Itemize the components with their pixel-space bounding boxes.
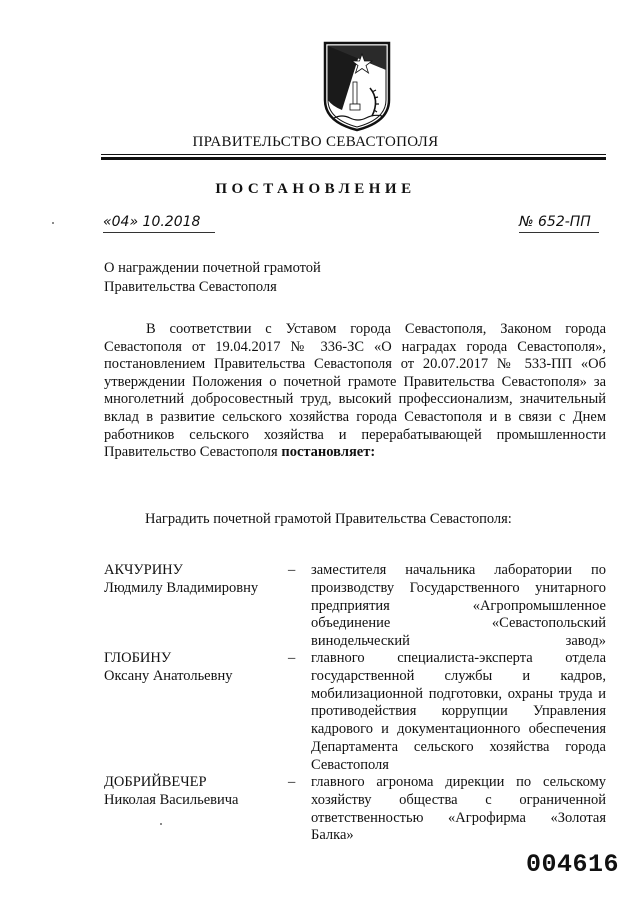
awardee-given-name: Николая Васильевича — [104, 791, 239, 808]
preamble-paragraph — [104, 321, 606, 462]
awardee-row — [104, 650, 606, 773]
awardee-name — [104, 774, 284, 810]
scan-speck — [52, 222, 54, 224]
document-type-title: ПОСТАНОВЛЕНИЕ — [215, 181, 416, 197]
serial-number: 004616 — [526, 850, 620, 879]
awardee-given-name: Оксану Анатольевну — [104, 667, 233, 684]
awardee-position: главного специалиста-эксперта отдела государственной службы и кадров, мобилизационной подготовки, охраны труда и противодействия коррупции Управления кадрового и документационного обеспечения Департамента сельского хозяйства города Севастополя — [311, 650, 606, 773]
awardee-surname: ДОБРИЙВЕЧЕР — [104, 774, 207, 790]
sevastopol-coat-of-arms-icon — [322, 40, 392, 132]
awardee-row — [104, 562, 606, 650]
awardee-surname: АКЧУРИНУ — [104, 562, 183, 578]
awardee-name — [104, 562, 284, 598]
preamble-text: В соответствии с Уставом города Севастополя, Законом города Севастополя от 19.04.2017 № 336-ЗС «О наградах города Севастополя», постановлением Правительства Севастополя от 20.07.2017 № 533-ПП «Об утверждении Положения о почетной грамоте Правительства Севастополя» за многолетний добросовестный труд, высокий профессионализм, значительный вклад в развитие сельского хозяйства города Севастополя и в связи с Днем работников сельского хозяйства и перерабатывающей промышленности Правительство Севастополя — [104, 321, 606, 461]
header-rule-thick — [101, 157, 606, 160]
subject-line-2: Правительства Севастополя — [104, 279, 277, 295]
awardee-dash: – — [288, 774, 296, 790]
awardee-name — [104, 650, 284, 686]
document-subject — [104, 259, 404, 297]
awardee-position: главного агронома дирекции по сельскому хозяйству общества с ограниченной ответственностью «Агрофирма «Золотая Балка» — [311, 774, 606, 844]
scan-speck — [160, 823, 162, 825]
header-rule-thin — [101, 154, 606, 155]
awardee-surname: ГЛОБИНУ — [104, 650, 172, 666]
preamble-closing: постановляет: — [281, 444, 376, 461]
awardee-dash: – — [288, 562, 296, 578]
award-intro: Наградить почетной грамотой Правительства Севастополя: — [145, 511, 512, 527]
government-title: ПРАВИТЕЛЬСТВО СЕВАСТОПОЛЯ — [192, 134, 439, 150]
document-date: «04» 10.2018 — [103, 214, 201, 230]
awardee-position: заместителя начальника лаборатории по производству Государственного унитарного предприятия «Агропромышленное объединение «Севастопольский винодельческий завод» — [311, 562, 606, 650]
subject-line-1: О награждении почетной грамотой — [104, 260, 321, 276]
awardee-row — [104, 774, 606, 846]
document-number: № 652-ПП — [519, 214, 591, 230]
awardee-given-name: Людмилу Владимировну — [104, 579, 259, 596]
awardee-dash: – — [288, 650, 296, 666]
